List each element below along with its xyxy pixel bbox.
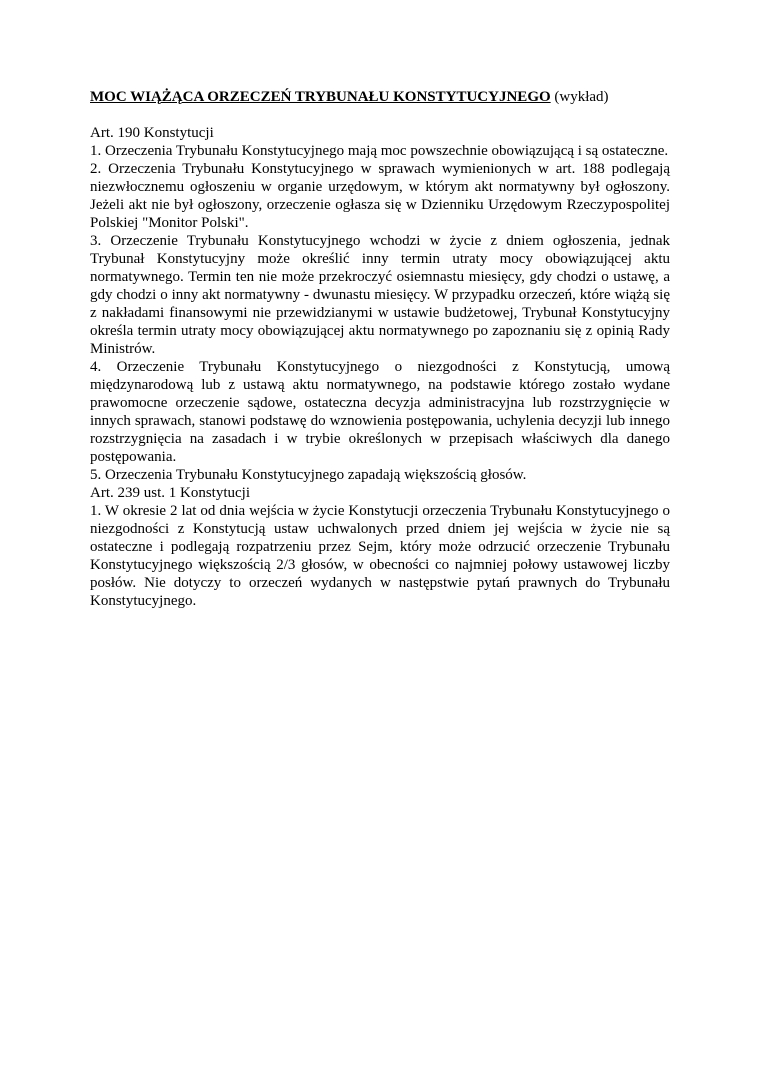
art190-paragraph-4: 4. Orzeczenie Trybunału Konstytucyjnego o niezgodności z Konstytucją, umową międzynarodową lub z ustawą aktu normatywnego, na podstawie którego zostało wydane prawomocne orzeczenie sądowe, ostateczna decyzja administracyjna lub rozstrzygnięcie w innych sprawach, stanowi podstawę do wznowienia postępowania, uchylenia decyzji lub innego rozstrzygnięcia na zasadach i w trybie określonych w przepisach właściwych dla danego postępowania.: [90, 359, 670, 465]
document-title: MOC WIĄŻĄCA ORZECZEŃ TRYBUNAŁU KONSTYTUCYJNEGO: [90, 89, 551, 105]
art239-heading: Art. 239 ust. 1 Konstytucji: [90, 485, 250, 501]
art190-paragraph-1: 1. Orzeczenia Trybunału Konstytucyjnego mają moc powszechnie obowiązującą i są ostateczne.: [90, 143, 669, 159]
art190-paragraph-5: 5. Orzeczenia Trybunału Konstytucyjnego zapadają większością głosów.: [90, 467, 527, 483]
document-page: [90, 88, 670, 610]
title-line: [90, 88, 670, 106]
document-subtitle: (wykład): [554, 89, 609, 105]
art190-paragraph-2: 2. Orzeczenia Trybunału Konstytucyjnego w sprawach wymienionych w art. 188 podlegają niezwłocznemu ogłoszeniu w organie urzędowym, w którym akt normatywny był ogłoszony. Jeżeli akt nie był ogłoszony, orzeczenie ogłasza się w Dzienniku Urzędowym Rzeczypospolitej Polskiej "Monitor Polski".: [90, 161, 670, 231]
art190-paragraph-3: 3. Orzeczenie Trybunału Konstytucyjnego wchodzi w życie z dniem ogłoszenia, jednak Trybunał Konstytucyjny może określić inny termin utraty mocy obowiązującej aktu normatywnego. Termin ten nie może przekroczyć osiemnastu miesięcy, gdy chodzi o ustawę, a gdy chodzi o inny akt normatywny - dwunastu miesięcy. W przypadku orzeczeń, które wiążą się z nakładami finansowymi nie przewidzianymi w ustawie budżetowej, Trybunał Konstytucyjny określa termin utraty mocy obowiązującej aktu normatywnego po zapoznaniu się z opinią Rady Ministrów.: [90, 233, 670, 357]
art190-heading: Art. 190 Konstytucji: [90, 125, 214, 141]
art239-paragraph-1: 1. W okresie 2 lat od dnia wejścia w życie Konstytucji orzeczenia Trybunału Konstytucyjnego o niezgodności z Konstytucją ustaw uchwalonych przed dniem jej wejścia w życie nie są ostateczne i podlegają rozpatrzeniu przez Sejm, który może odrzucić orzeczenie Trybunału Konstytucyjnego większością 2/3 głosów, w obecności co najmniej połowy ustawowej liczby posłów. Nie dotyczy to orzeczeń wydanych w następstwie pytań prawnych do Trybunału Konstytucyjnego.: [90, 503, 670, 609]
